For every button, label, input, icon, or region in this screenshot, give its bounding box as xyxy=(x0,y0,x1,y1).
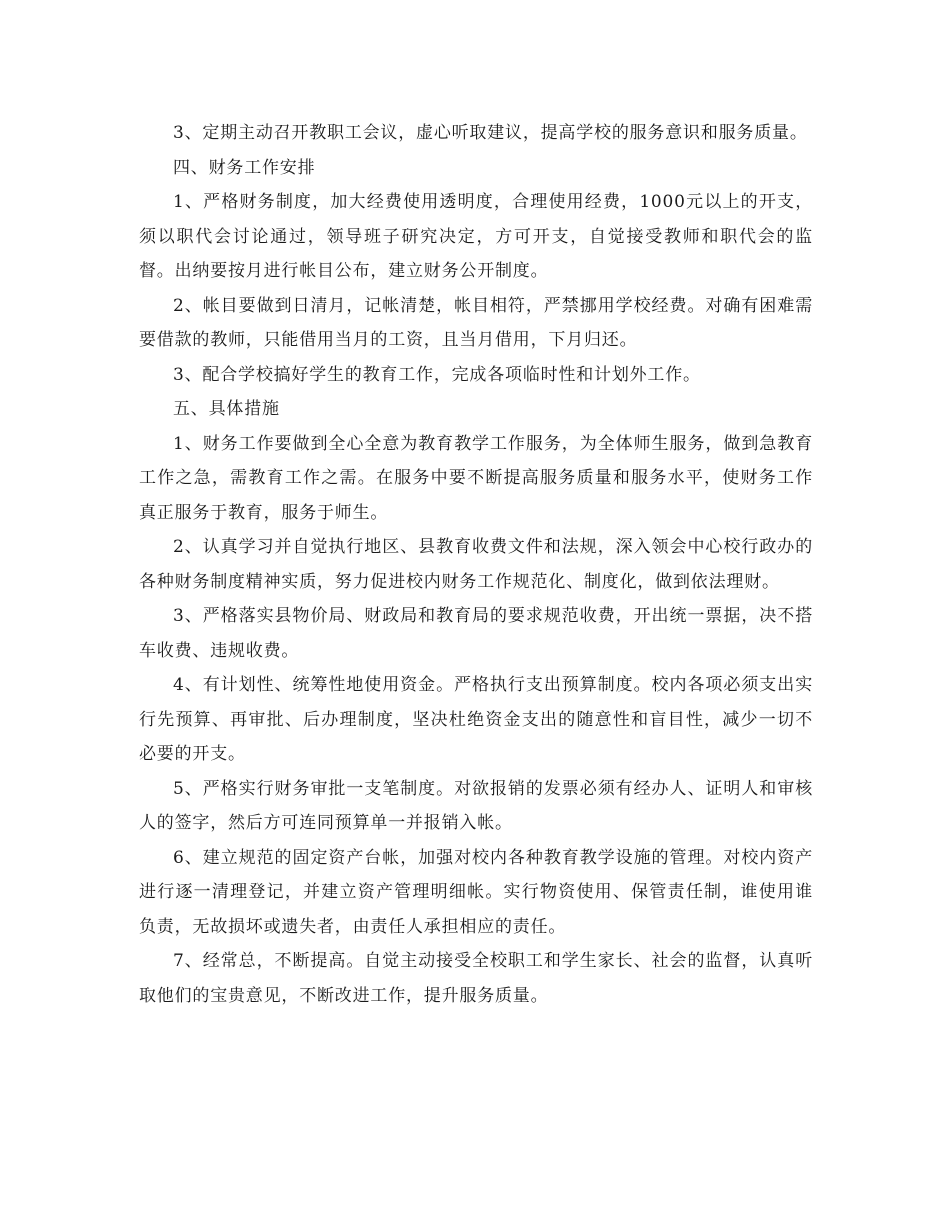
paragraph-measure-4: 4、有计划性、统筹性地使用资金。严格执行支出预算制度。校内各项必须支出实行先预算、再审批、后办理制度，坚决杜绝资金支出的随意性和盲目性，减少一切不必要的开支。 xyxy=(139,675,813,764)
paragraph-service-awareness: 3、定期主动召开教职工会议，虚心听取建议，提高学校的服务意识和服务质量。 xyxy=(173,123,808,143)
paragraph-measure-7: 7、经常总，不断提高。自觉主动接受全校职工和学生家长、社会的监督，认真听取他们的宝贵意见，不断改进工作，提升服务质量。 xyxy=(139,951,813,1006)
paragraph-measure-1: 1、财务工作要做到全心全意为教育教学工作服务，为全体师生服务，做到急教育工作之急，需教育工作之需。在服务中要不断提高服务质量和服务水平，使财务工作真正服务于教育，服务于师生。 xyxy=(139,433,813,523)
paragraph-measure-2: 2、认真学习并自觉执行地区、县教育收费文件和法规，深入领会中心校行政办的各种财务制度精神实质，努力促进校内财务工作规范化、制度化，做到依法理财。 xyxy=(139,537,813,592)
paragraph-measure-6: 6、建立规范的固定资产台帐，加强对校内各种教育教学设施的管理。对校内资产进行逐一清理登记，并建立资产管理明细帐。实行物资使用、保管责任制，谁使用谁负责，无故损坏或遗失者，由责任人承担相应的责任。 xyxy=(139,847,813,937)
document-body xyxy=(139,116,813,1013)
paragraph-financial-system: 1、严格财务制度，加大经费使用透明度，合理使用经费，1000元以上的开支，须以职代会讨论通过，领导班子研究决定，方可开支，自觉接受教师和职代会的监督。出纳要按月进行帐目公布，建立财务公开制度。 xyxy=(139,192,813,281)
section-heading-specific-measures: 五、具体措施 xyxy=(173,399,280,419)
paragraph-education-support: 3、配合学校搞好学生的教育工作，完成各项临时性和计划外工作。 xyxy=(173,364,701,385)
paragraph-measure-5: 5、严格实行财务审批一支笔制度。对欲报销的发票必须有经办人、证明人和审核人的签字，然后方可连同预算单一并报销入帐。 xyxy=(139,778,813,833)
paragraph-accounts: 2、帐目要做到日清月，记帐清楚，帐目相符，严禁挪用学校经费。对确有困难需要借款的教师，只能借用当月的工资，且当月借用，下月归还。 xyxy=(139,295,813,350)
section-heading-financial-arrangement: 四、财务工作安排 xyxy=(173,157,316,178)
paragraph-measure-3: 3、严格落实县物价局、财政局和教育局的要求规范收费，开出统一票据，决不搭车收费、违规收费。 xyxy=(139,606,813,661)
